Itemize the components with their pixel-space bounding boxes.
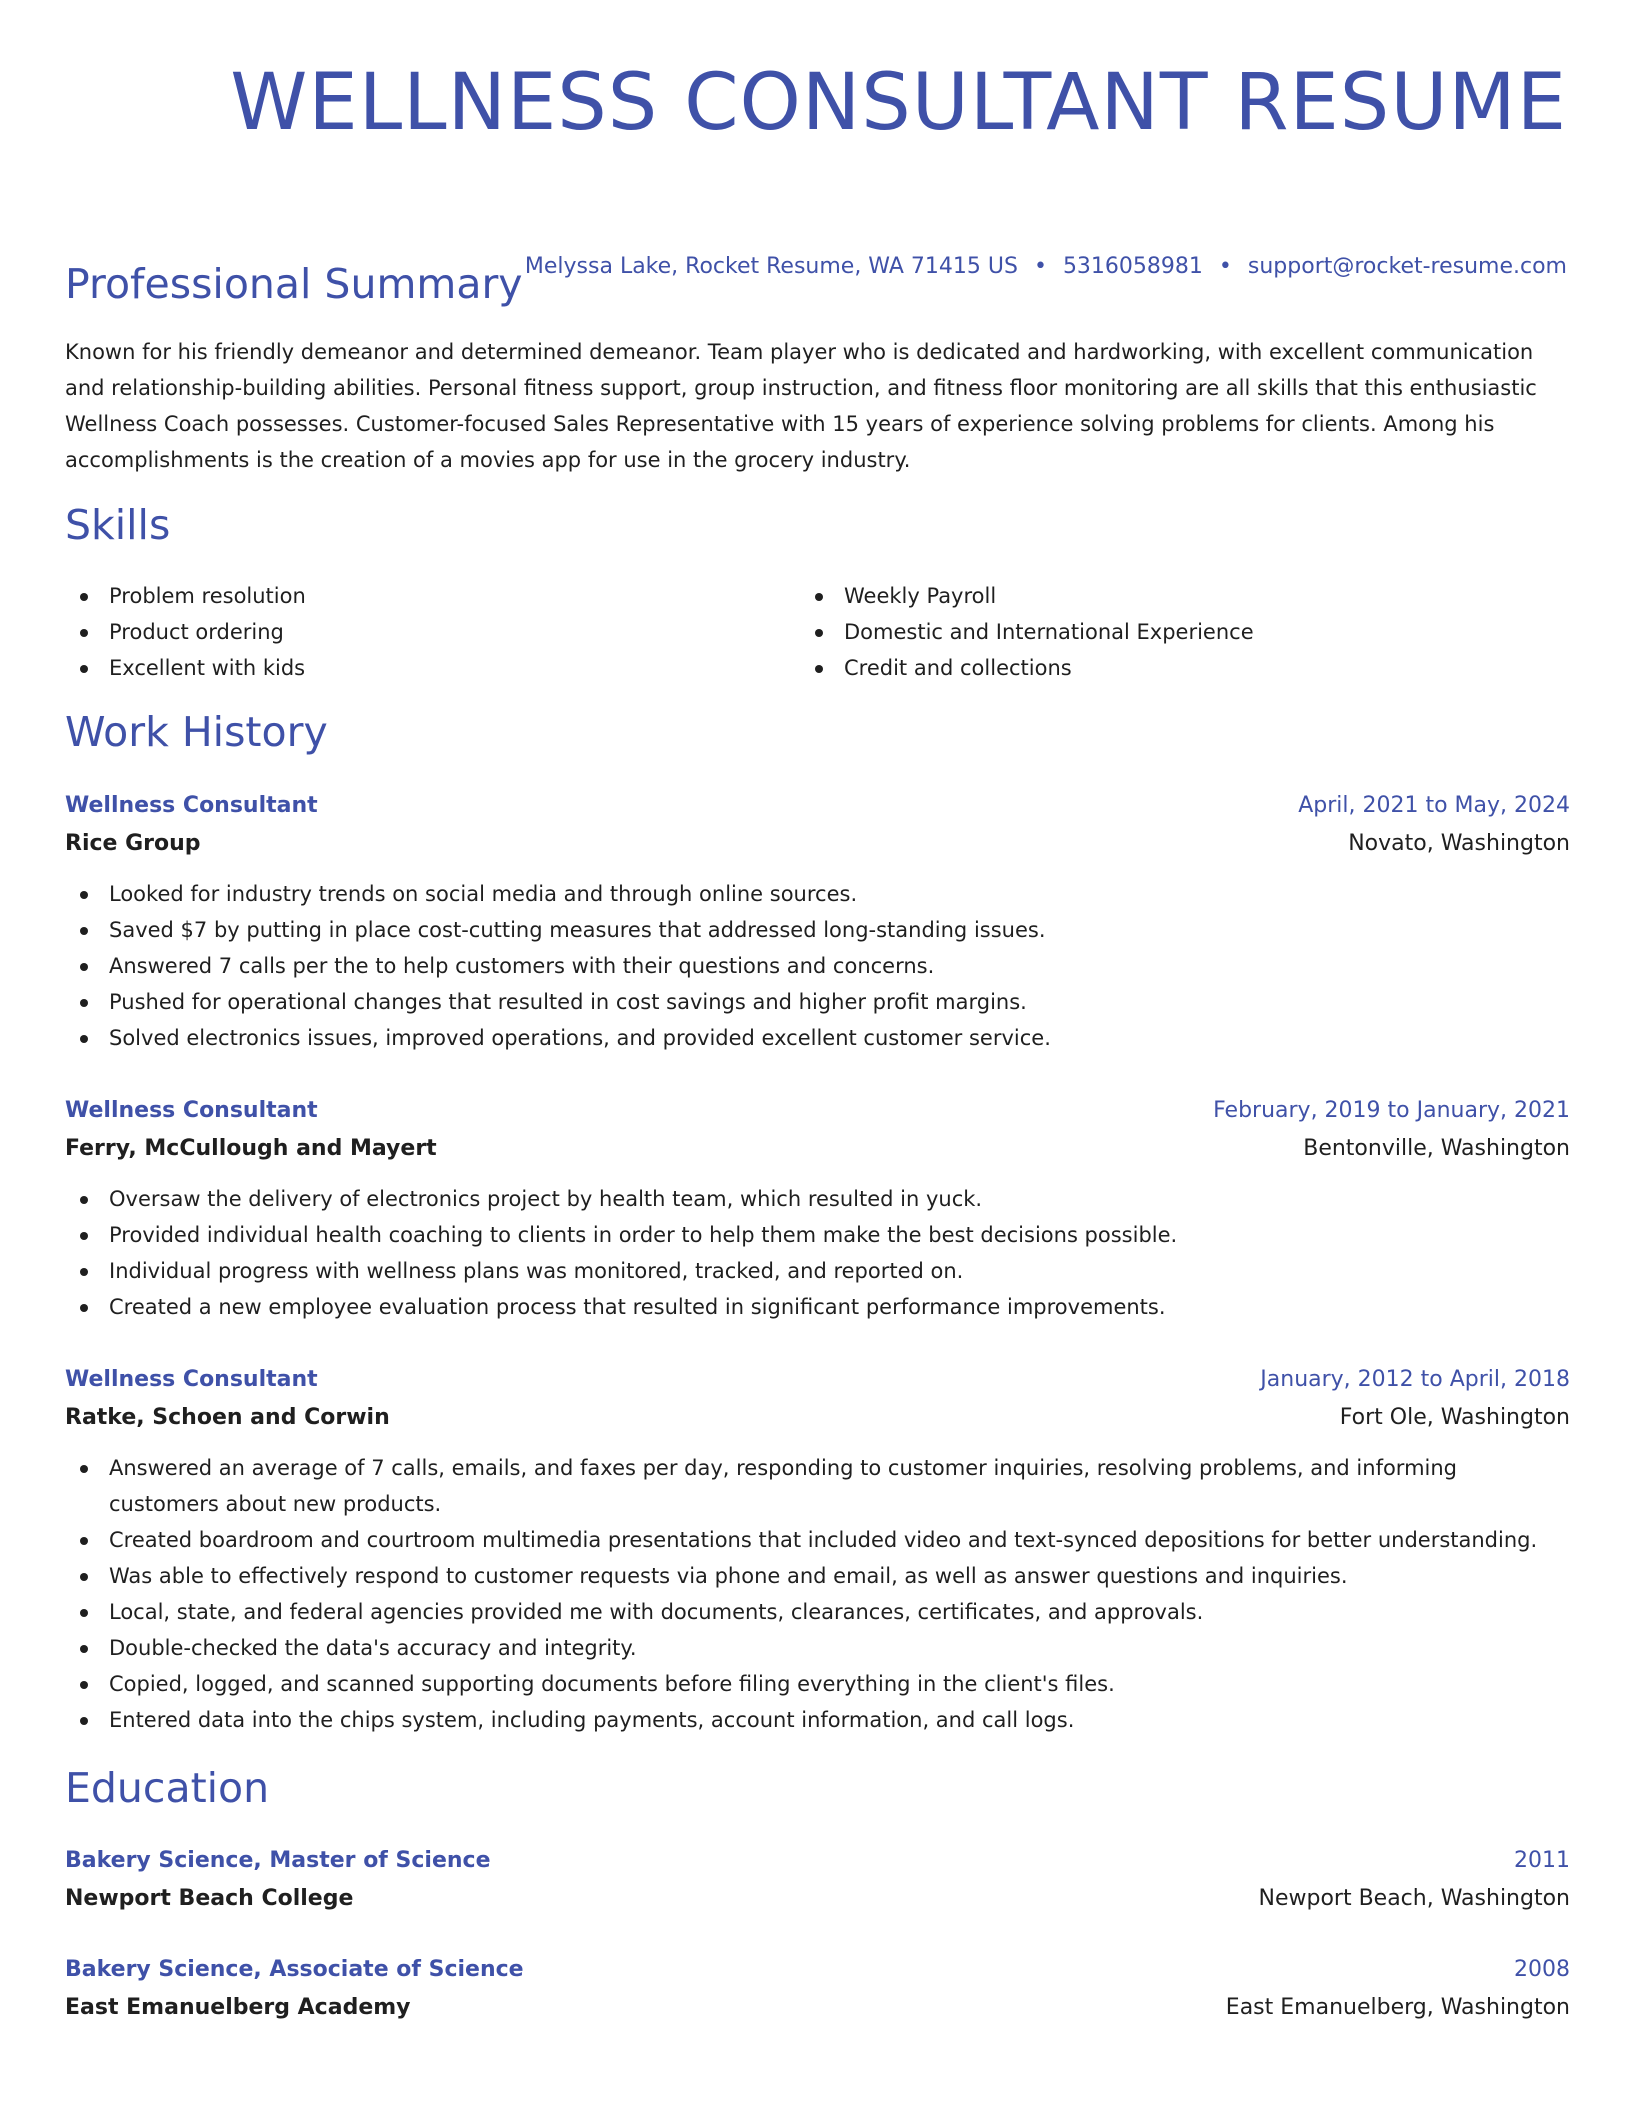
job-duties — [65, 876, 1570, 1056]
job-duty: Double-checked the data's accuracy and integrity. — [65, 1630, 1570, 1666]
skills-list-right — [800, 578, 1500, 686]
job-duty: Copied, logged, and scanned supporting documents before filing everything in the client's files. — [65, 1666, 1570, 1702]
school-name: East Emanuelberg Academy — [65, 1995, 411, 2020]
job-employer: Ratke, Schoen and Corwin — [65, 1405, 390, 1430]
skill-item: Weekly Payroll — [800, 578, 1500, 614]
skill-item: Excellent with kids — [65, 650, 765, 686]
skill-item: Problem resolution — [65, 578, 765, 614]
document-title: WELLNESS CONSULTANT RESUME — [230, 58, 1567, 148]
job-location: Novato, Washington — [1348, 831, 1570, 856]
job-duty: Created boardroom and courtroom multimedia presentations that included video and text-synced depositions for better understanding. — [65, 1522, 1570, 1558]
job-duty: Oversaw the delivery of electronics project by health team, which resulted in yuck. — [65, 1181, 1570, 1217]
school-location: East Emanuelberg, Washington — [1225, 1995, 1570, 2020]
job-duty: Answered 7 calls per the to help customers with their questions and concerns. — [65, 948, 1570, 984]
job-duty: Provided individual health coaching to clients in order to help them make the best decisions possible. — [65, 1217, 1570, 1253]
job-entry — [65, 1093, 1570, 1325]
job-duty: Answered an average of 7 calls, emails, and faxes per day, responding to customer inquiries, resolving problems, and informing customers about new products. — [65, 1450, 1570, 1522]
summary-text: Known for his friendly demeanor and determined demeanor. Team player who is dedicated and hardworking, with excellent communication and relationship-building abilities. Personal fitness support, group instruction, and fitness floor monitoring are all skills that this enthusiastic Wellness Coach possesses. Customer-focused Sales Representative with 15 years of experience solving problems for clients. Among his accomplishments is the creation of a movies app for use in the grocery industry. — [65, 340, 1537, 472]
skills-list-left — [65, 578, 765, 686]
job-title: Wellness Consultant — [65, 1098, 318, 1123]
job-dates: February, 2019 to January, 2021 — [1213, 1098, 1570, 1123]
skill-item: Product ordering — [65, 614, 765, 650]
job-employer: Ferry, McCullough and Mayert — [65, 1136, 437, 1161]
school-location: Newport Beach, Washington — [1258, 1886, 1570, 1911]
skill-item: Credit and collections — [800, 650, 1500, 686]
job-dates: April, 2021 to May, 2024 — [1298, 793, 1570, 818]
degree: Bakery Science, Master of Science — [65, 1848, 491, 1873]
education-entry — [65, 1843, 1570, 1919]
job-duty: Individual progress with wellness plans was monitored, tracked, and reported on. — [65, 1253, 1570, 1289]
contact-separator: • — [1033, 254, 1047, 279]
job-employer: Rice Group — [65, 831, 201, 856]
graduation-year: 2008 — [1514, 1957, 1570, 1982]
job-duty: Solved electronics issues, improved operations, and provided excellent customer service. — [65, 1020, 1570, 1056]
education-entry — [65, 1952, 1570, 2028]
education-heading: Education — [65, 1764, 270, 1812]
job-entry — [65, 788, 1570, 1056]
job-title: Wellness Consultant — [65, 1367, 318, 1392]
job-duties — [65, 1181, 1570, 1325]
contact-phone: 5316058981 — [1062, 254, 1203, 279]
graduation-year: 2011 — [1514, 1848, 1570, 1873]
job-location: Bentonville, Washington — [1303, 1136, 1570, 1161]
job-duty: Pushed for operational changes that resulted in cost savings and higher profit margins. — [65, 984, 1570, 1020]
contact-line — [525, 253, 1567, 281]
job-duty: Created a new employee evaluation process that resulted in significant performance improvements. — [65, 1289, 1570, 1325]
job-dates: January, 2012 to April, 2018 — [1260, 1367, 1570, 1392]
school-name: Newport Beach College — [65, 1886, 354, 1911]
skills-heading: Skills — [65, 501, 171, 549]
degree: Bakery Science, Associate of Science — [65, 1957, 524, 1982]
contact-separator: • — [1218, 254, 1232, 279]
job-duties — [65, 1450, 1570, 1738]
job-duty: Saved $7 by putting in place cost-cutting measures that addressed long-standing issues. — [65, 912, 1570, 948]
summary-heading: Professional Summary — [65, 260, 523, 308]
job-duty: Local, state, and federal agencies provided me with documents, clearances, certificates, and approvals. — [65, 1594, 1570, 1630]
skill-item: Domestic and International Experience — [800, 614, 1500, 650]
job-entry — [65, 1362, 1570, 1738]
work-history-heading: Work History — [65, 708, 328, 756]
contact-address: Melyssa Lake, Rocket Resume, WA 71415 US — [524, 254, 1018, 279]
job-duty: Was able to effectively respond to customer requests via phone and email, as well as answer questions and inquiries. — [65, 1558, 1570, 1594]
job-title: Wellness Consultant — [65, 793, 318, 818]
job-duty: Entered data into the chips system, including payments, account information, and call logs. — [65, 1702, 1570, 1738]
job-location: Fort Ole, Washington — [1339, 1405, 1570, 1430]
contact-email: support@rocket-resume.com — [1247, 254, 1567, 279]
job-duty: Looked for industry trends on social media and through online sources. — [65, 876, 1570, 912]
